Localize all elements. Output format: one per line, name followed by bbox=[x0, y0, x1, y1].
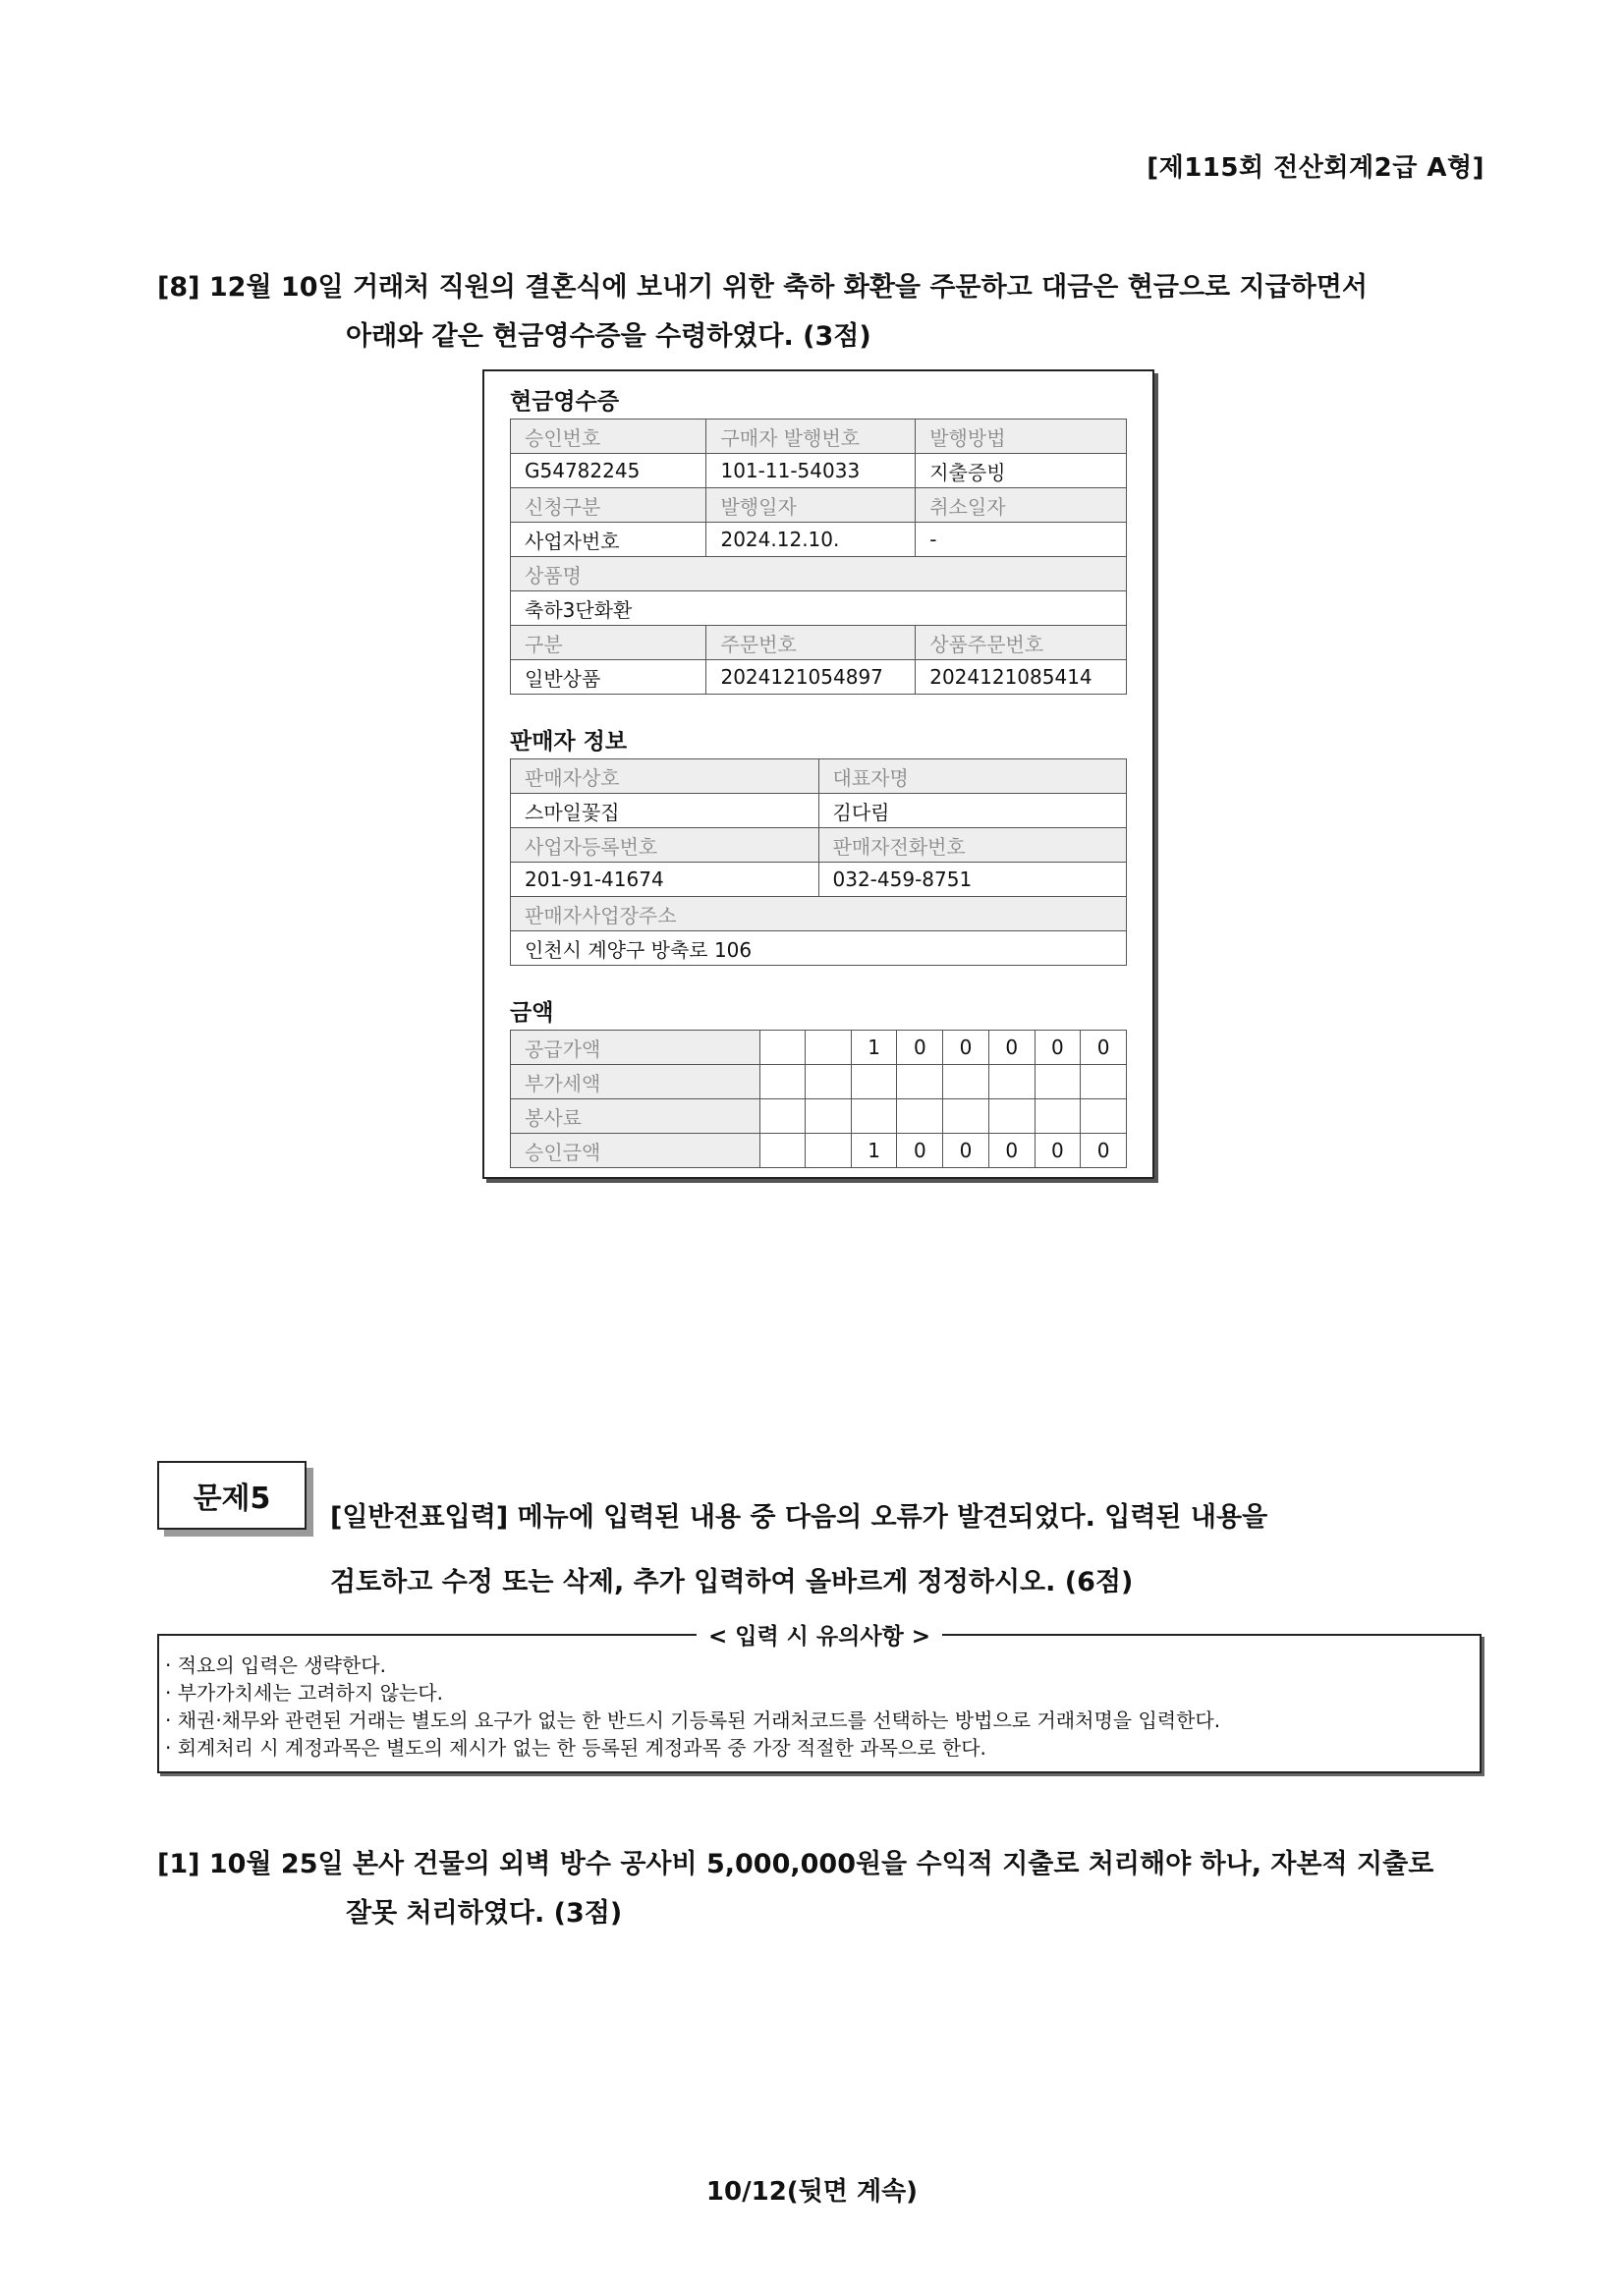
representative-value: 김다림 bbox=[818, 794, 1127, 828]
table-row bbox=[511, 1031, 1127, 1065]
amount-digit-cell: 0 bbox=[1081, 1134, 1127, 1168]
amount-digit-cell bbox=[759, 1031, 806, 1065]
product-order-number-label: 상품주문번호 bbox=[916, 626, 1127, 660]
amount-digit-cell bbox=[851, 1099, 897, 1134]
amount-digit-cell: 0 bbox=[897, 1134, 943, 1168]
amount-label: 공급가액 bbox=[511, 1031, 760, 1065]
table-row bbox=[511, 420, 1127, 454]
seller-name-value: 스마일꽃집 bbox=[511, 794, 819, 828]
table-row bbox=[511, 897, 1127, 931]
amount-digit-cell bbox=[897, 1099, 943, 1134]
business-reg-number-label: 사업자등록번호 bbox=[511, 828, 819, 863]
amount-digit-cell: 0 bbox=[988, 1031, 1035, 1065]
problem-5-line2: 검토하고 수정 또는 삭제, 추가 입력하여 올바르게 정정하시오. (6점) bbox=[330, 1567, 1134, 1597]
amount-digit-cell bbox=[943, 1065, 989, 1099]
problem-5-badge: 문제5 bbox=[157, 1461, 307, 1530]
cancel-date-label: 취소일자 bbox=[916, 488, 1127, 523]
category-label: 구분 bbox=[511, 626, 706, 660]
table-row bbox=[511, 523, 1127, 557]
product-order-number-value: 2024121085414 bbox=[916, 660, 1127, 695]
product-name-value: 축하3단화환 bbox=[511, 591, 1127, 626]
table-row bbox=[511, 557, 1127, 591]
question-8-line1: [8] 12월 10일 거래처 직원의 결혼식에 보내기 위한 축하 화환을 주문하고 대금은 현금으로 지급하면서 bbox=[157, 272, 1368, 303]
table-row bbox=[511, 1099, 1127, 1134]
table-row bbox=[511, 454, 1127, 488]
amount-label: 부가세액 bbox=[511, 1065, 760, 1099]
notes-list bbox=[159, 1636, 1480, 1762]
seller-info-title: 판매자 정보 bbox=[510, 729, 628, 755]
business-reg-number-value: 201-91-41674 bbox=[511, 863, 819, 897]
amount-digit-cell: 1 bbox=[851, 1134, 897, 1168]
seller-info-table bbox=[510, 758, 1127, 966]
seller-address-label: 판매자사업장주소 bbox=[511, 897, 1127, 931]
table-row bbox=[511, 828, 1127, 863]
order-number-value: 2024121054897 bbox=[706, 660, 916, 695]
amount-digit-cell: 0 bbox=[1035, 1031, 1081, 1065]
category-value: 일반상품 bbox=[511, 660, 706, 695]
amount-label: 봉사료 bbox=[511, 1099, 760, 1134]
question-8-line2: 아래와 같은 현금영수증을 수령하였다. (3점) bbox=[346, 321, 871, 352]
order-number-label: 주문번호 bbox=[706, 626, 916, 660]
amount-label: 승인금액 bbox=[511, 1134, 760, 1168]
amount-digit-cell bbox=[1035, 1065, 1081, 1099]
table-row bbox=[511, 488, 1127, 523]
amount-digit-cell: 1 bbox=[851, 1031, 897, 1065]
product-name-label: 상품명 bbox=[511, 557, 1127, 591]
table-row bbox=[511, 794, 1127, 828]
amount-title: 금액 bbox=[510, 1000, 554, 1026]
amount-digit-cell bbox=[988, 1099, 1035, 1134]
amount-digit-cell bbox=[1081, 1065, 1127, 1099]
table-row bbox=[511, 1134, 1127, 1168]
list-item: · 채권·채무와 관련된 거래는 별도의 요구가 없는 한 반드시 기등록된 거래처코드를 선택하는 방법으로 거래처명을 입력한다. bbox=[165, 1708, 1221, 1732]
amount-digit-cell bbox=[806, 1099, 852, 1134]
table-row bbox=[511, 626, 1127, 660]
table-row bbox=[511, 591, 1127, 626]
input-notes-title: < 입력 시 유의사항 > bbox=[697, 1618, 942, 1651]
receipt-info-table bbox=[510, 419, 1127, 695]
amount-digit-cell: 0 bbox=[943, 1031, 989, 1065]
amount-digit-cell bbox=[897, 1065, 943, 1099]
seller-name-label: 판매자상호 bbox=[511, 759, 819, 794]
problem-5-line1: [일반전표입력] 메뉴에 입력된 내용 중 다음의 오류가 발견되었다. 입력된 내용을 bbox=[330, 1502, 1268, 1533]
cash-receipt bbox=[482, 369, 1154, 1179]
approval-number-label: 승인번호 bbox=[511, 420, 706, 454]
amount-digit-cell: 0 bbox=[1035, 1134, 1081, 1168]
page-footer: 10/12(뒷면 계속) bbox=[705, 2177, 919, 2207]
receipt-title: 현금영수증 bbox=[510, 389, 620, 415]
amount-digit-cell bbox=[851, 1065, 897, 1099]
buyer-issue-number-value: 101-11-54033 bbox=[706, 454, 916, 488]
amount-digit-cell bbox=[943, 1099, 989, 1134]
table-row bbox=[511, 1065, 1127, 1099]
amount-digit-cell bbox=[1081, 1099, 1127, 1134]
table-row bbox=[511, 759, 1127, 794]
amount-digit-cell: 0 bbox=[1081, 1031, 1127, 1065]
buyer-issue-number-label: 구매자 발행번호 bbox=[706, 420, 916, 454]
representative-label: 대표자명 bbox=[818, 759, 1127, 794]
amount-digit-cell bbox=[806, 1031, 852, 1065]
table-row bbox=[511, 660, 1127, 695]
issue-date-label: 발행일자 bbox=[706, 488, 916, 523]
seller-phone-value: 032-459-8751 bbox=[818, 863, 1127, 897]
amount-digit-cell: 0 bbox=[943, 1134, 989, 1168]
question-1-line2: 잘못 처리하였다. (3점) bbox=[346, 1898, 623, 1929]
request-type-value: 사업자번호 bbox=[511, 523, 706, 557]
amount-digit-cell bbox=[806, 1065, 852, 1099]
list-item: · 부가가치세는 고려하지 않는다. bbox=[165, 1681, 443, 1705]
exam-header: [제115회 전산회계2급 A형] bbox=[1147, 153, 1484, 183]
list-item: · 적요의 입력은 생략한다. bbox=[165, 1653, 386, 1677]
amount-digit-cell bbox=[806, 1134, 852, 1168]
cancel-date-value: - bbox=[916, 523, 1127, 557]
amount-digit-cell: 0 bbox=[988, 1134, 1035, 1168]
amount-digit-cell bbox=[759, 1065, 806, 1099]
approval-number-value: G54782245 bbox=[511, 454, 706, 488]
seller-address-value: 인천시 계양구 방축로 106 bbox=[511, 931, 1127, 966]
amount-digit-cell bbox=[1035, 1099, 1081, 1134]
request-type-label: 신청구분 bbox=[511, 488, 706, 523]
amount-digit-cell: 0 bbox=[897, 1031, 943, 1065]
input-notes-box bbox=[157, 1624, 1482, 1773]
list-item: · 회계처리 시 계정과목은 별도의 제시가 없는 한 등록된 계정과목 중 가장 적절한 과목으로 한다. bbox=[165, 1736, 986, 1760]
table-row bbox=[511, 863, 1127, 897]
question-1-line1: [1] 10월 25일 본사 건물의 외벽 방수 공사비 5,000,000원을 수익적 지출로 처리해야 하나, 자본적 지출로 bbox=[157, 1849, 1434, 1879]
amount-table bbox=[510, 1030, 1127, 1168]
issue-method-value: 지출증빙 bbox=[916, 454, 1127, 488]
amount-digit-cell bbox=[759, 1134, 806, 1168]
issue-date-value: 2024.12.10. bbox=[706, 523, 916, 557]
seller-phone-label: 판매자전화번호 bbox=[818, 828, 1127, 863]
issue-method-label: 발행방법 bbox=[916, 420, 1127, 454]
amount-digit-cell bbox=[988, 1065, 1035, 1099]
amount-digit-cell bbox=[759, 1099, 806, 1134]
table-row bbox=[511, 931, 1127, 966]
